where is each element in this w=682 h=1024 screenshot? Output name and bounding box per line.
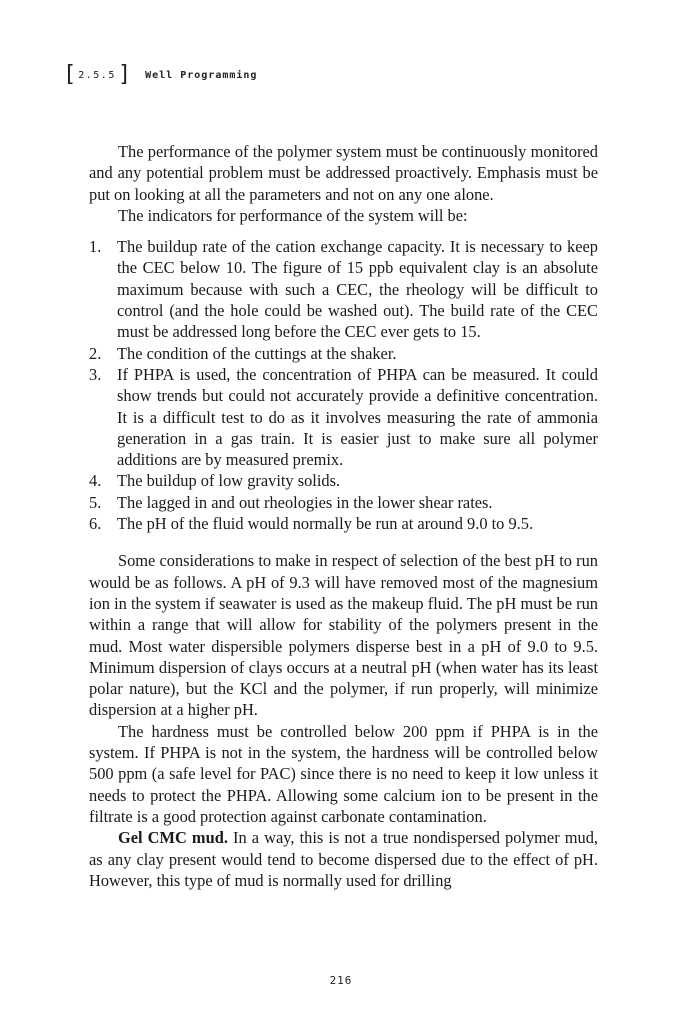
right-bracket: ] bbox=[117, 62, 132, 87]
page-body bbox=[89, 141, 598, 891]
indicator-list bbox=[89, 236, 598, 534]
left-bracket: [ bbox=[63, 62, 77, 87]
list-item-number: 3. bbox=[89, 364, 102, 384]
list-item bbox=[89, 470, 598, 491]
list-item bbox=[89, 513, 598, 534]
list-item-text: The buildup rate of the cation exchange capacity. It is necessary to keep the CEC below 10. The figure of 15 ppb equivalent clay is an absolute maximum because with such a CEC, the rheology will be difficult to control (and the hole could be washed out). The build rate of the CEC must be addressed long before the CEC ever gets to 15. bbox=[117, 237, 598, 342]
paragraph-gel-cmc bbox=[89, 827, 598, 891]
list-item-number: 4. bbox=[89, 471, 102, 491]
list-item-text: The buildup of low gravity solids. bbox=[117, 471, 341, 491]
list-item-text: The condition of the cuttings at the shaker. bbox=[117, 343, 397, 363]
section-number: 2.5.5 bbox=[78, 69, 116, 81]
gel-cmc-text: In a way, this is not a true nondispersed polymer mud, as any clay present would tend to become dispersed due to the effect of pH. However, this type of mud is normally used for drilling bbox=[89, 828, 598, 890]
running-title: Well Programming bbox=[145, 69, 258, 81]
list-item bbox=[89, 492, 598, 513]
list-item-number: 2. bbox=[89, 343, 102, 363]
list-item bbox=[89, 236, 598, 342]
gel-cmc-heading: Gel CMC mud. bbox=[118, 828, 228, 848]
list-item-text: If PHPA is used, the concentration of PHPA can be measured. It could show trends but could not accurately provide a definitive concentration. It is a difficult test to do as it involves measuring the rate of ammonia generation in a gas train. It is easier just to make sure all polymer additions are by measured premix. bbox=[117, 364, 598, 470]
list-item-number: 5. bbox=[89, 492, 102, 512]
list-item-text: The pH of the fluid would normally be run at around 9.0 to 9.5. bbox=[117, 514, 534, 534]
paragraph-indicators: The indicators for performance of the system will be: bbox=[118, 205, 468, 225]
list-item-number: 1. bbox=[89, 237, 102, 257]
paragraph-ph-selection: Some considerations to make in respect of selection of the best pH to run would be as follows. A pH of 9.3 will have removed most of the magnesium ion in the system if seawater is used as the makeup fluid. The pH must be run within a range that will allow for stability of the polymers present in the mud. Most water dispersible polymers disperse best in a pH of 9.0 to 9.5. Minimum dispersion of clays occurs at a neutral pH (when water has its least polar nature), but the KCl and the polymer, if run properly, will minimize dispersion at a higher pH. bbox=[89, 551, 598, 720]
list-item-number: 6. bbox=[89, 514, 102, 534]
page-number: 216 bbox=[329, 974, 353, 987]
list-item bbox=[89, 364, 598, 470]
list-item bbox=[89, 343, 598, 364]
list-item-text: The lagged in and out rheologies in the lower shear rates. bbox=[117, 492, 493, 512]
paragraph-hardness: The hardness must be controlled below 200 ppm if PHPA is in the system. If PHPA is not in the system, the hardness will be controlled below 500 ppm (a safe level for PAC) since there is no need to keep it low unless it needs to protect the PHPA. Allowing some calcium ion to be present in the filtrate is a good protection against carbonate contamination. bbox=[89, 721, 598, 826]
paragraph-performance: The performance of the polymer system must be continuously monitored and any potential problem must be addressed proactively. Emphasis must be put on looking at all the parameters and not on any one alone. bbox=[89, 142, 598, 204]
running-header bbox=[63, 64, 257, 86]
